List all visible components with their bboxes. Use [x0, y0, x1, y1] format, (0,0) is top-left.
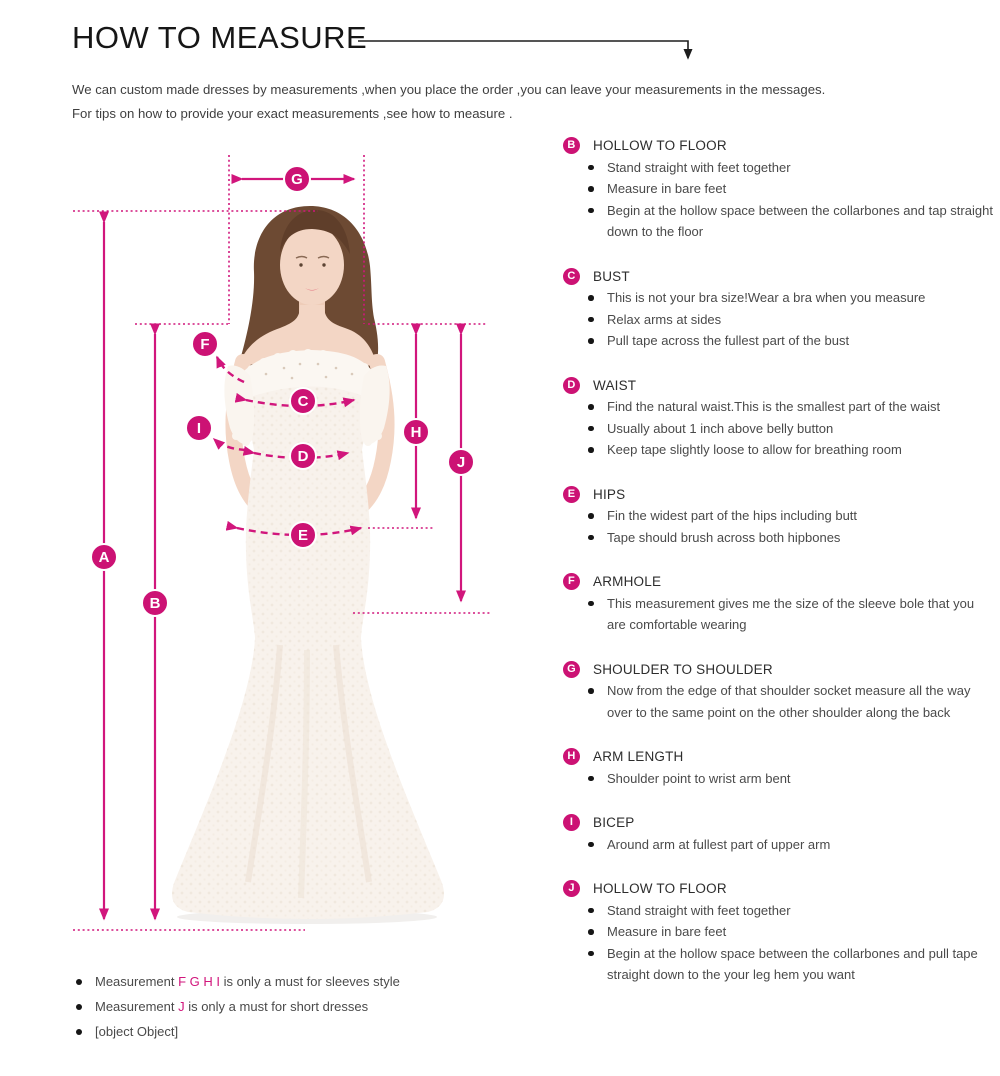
- instructions-column: [563, 135, 997, 1009]
- section-armhole: [563, 571, 997, 636]
- intro-line-1: We can custom made dresses by measurements ,when you place the order ,you can leave your measurements in the messages.: [72, 82, 826, 97]
- bullet-item: Now from the edge of that shoulder socket measure all the way over to the same point on the other shoulder along the back: [563, 680, 995, 723]
- letter-badge-G: G: [563, 661, 580, 678]
- note-highlight-J: J: [178, 999, 185, 1014]
- bullet-item: Measure in bare feet: [563, 921, 995, 943]
- section-title: ARM LENGTH: [593, 749, 684, 764]
- bullet-item: Keep tape slightly loose to allow for breathing room: [563, 439, 995, 461]
- bullet-item: Begin at the hollow space between the collarbones and pull tape straight down to the your leg hem you want: [563, 943, 995, 986]
- section-shoulder-to-shoulder: [563, 659, 997, 724]
- figure-label-I: I: [196, 420, 202, 437]
- note-item: [object Object]: [76, 1019, 524, 1044]
- letter-badge-I: I: [563, 814, 580, 831]
- bullet-item: Relax arms at sides: [563, 309, 995, 331]
- section-hips: [563, 484, 997, 549]
- note-item: Measurement F G H I is only a must for sleeves style: [76, 969, 524, 994]
- bullet-item: Find the natural waist.This is the smallest part of the waist: [563, 396, 995, 418]
- letter-badge-D: D: [563, 377, 580, 394]
- figure-label-B: B: [149, 595, 161, 612]
- bullet-item: Around arm at fullest part of upper arm: [563, 834, 995, 856]
- section-title: WAIST: [593, 377, 637, 393]
- letter-badge-J: J: [563, 880, 580, 897]
- face: [280, 225, 344, 305]
- figure-label-D: D: [297, 448, 309, 465]
- letter-badge-E: E: [563, 486, 580, 503]
- figure-label-E: E: [297, 527, 309, 544]
- section-bust: [563, 266, 997, 352]
- bullet-item: Begin at the hollow space between the collarbones and tap straight down to the floor: [563, 200, 995, 243]
- section-hollow-to-floor-B: [563, 135, 997, 243]
- section-title: HIPS: [593, 486, 626, 502]
- figure-label-F: F: [200, 336, 210, 353]
- intro-line-2: For tips on how to provide your exact measurements ,see how to measure .: [72, 106, 513, 121]
- section-title: SHOULDER TO SHOULDER: [593, 661, 773, 677]
- bullet-item: Measure in bare feet: [563, 178, 995, 200]
- section-waist: [563, 375, 997, 461]
- page-title: HOW TO MEASURE: [72, 20, 368, 55]
- letter-badge-B: B: [563, 137, 580, 154]
- model-photo: [172, 206, 444, 924]
- measurement-notes: [76, 969, 524, 1044]
- bullet-item: This is not your bra size!Wear a bra when you measure: [563, 287, 995, 309]
- bullet-item: This measurement gives me the size of the sleeve bole that you are comfortable wearing: [563, 593, 995, 636]
- section-hollow-to-floor-J: [563, 878, 997, 986]
- measurement-diagram: [50, 140, 510, 952]
- bullet-item: Stand straight with feet together: [563, 900, 995, 922]
- bullet-item: Fin the widest part of the hips including butt: [563, 505, 995, 527]
- figure-label-A: A: [98, 549, 110, 566]
- letter-badge-C: C: [563, 268, 580, 285]
- bullet-item: Shoulder point to wrist arm bent: [563, 768, 995, 790]
- bullet-item: Stand straight with feet together: [563, 157, 995, 179]
- section-title: BUST: [593, 268, 630, 284]
- figure-label-G: G: [291, 171, 303, 188]
- letter-badge-H: H: [563, 748, 580, 765]
- section-title: ARMHOLE: [593, 574, 662, 589]
- intro-text: [72, 78, 932, 126]
- note-highlight-FGHI: F G H I: [178, 974, 220, 989]
- figure-label-H: H: [410, 424, 422, 441]
- section-title: HOLLOW TO FLOOR: [593, 881, 727, 896]
- figure-label-C: C: [297, 393, 309, 410]
- section-title: HOLLOW TO FLOOR: [593, 138, 727, 153]
- bullet-item: Tape should brush across both hipbones: [563, 527, 995, 549]
- letter-badge-F: F: [563, 573, 580, 590]
- figure-label-J: J: [456, 454, 466, 471]
- note-item: Measurement J is only a must for short dresses: [76, 994, 524, 1019]
- bullet-item: Pull tape across the fullest part of the bust: [563, 330, 995, 352]
- bullet-item: Usually about 1 inch above belly button: [563, 418, 995, 440]
- section-arm-length: [563, 746, 997, 789]
- section-bicep: [563, 812, 997, 855]
- section-title: BICEP: [593, 815, 635, 830]
